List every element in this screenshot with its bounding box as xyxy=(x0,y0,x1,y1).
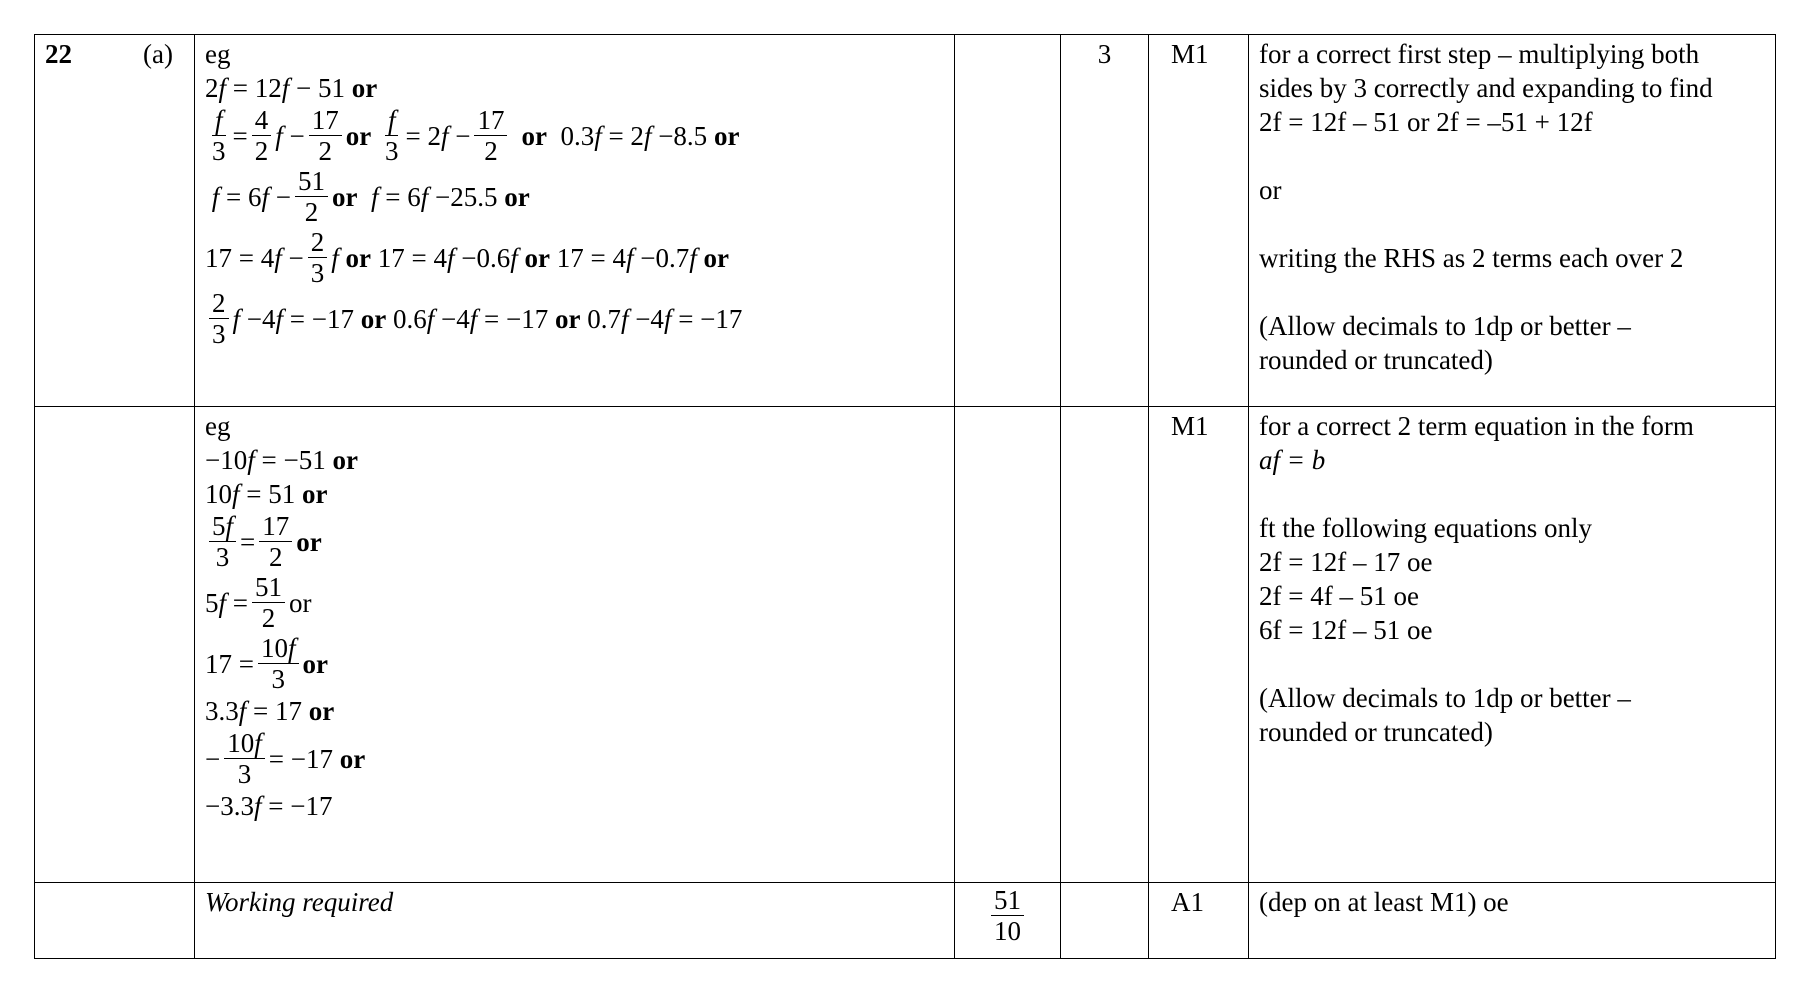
note-line: (Allow decimals to 1dp or better – xyxy=(1259,311,1631,341)
notes-cell xyxy=(1249,407,1776,883)
note-line: rounded or truncated) xyxy=(1259,717,1493,747)
marks-total-cell xyxy=(1061,35,1149,407)
working-line-5: $\frac{2}{3}$ f −4 f = −17 or 0.6 f −4 f = −17 or 0.7 f −4 f = −17 xyxy=(205,288,944,349)
working-line-2: $\frac{f}{3}$ = $\frac{4}{2}$ f − $\frac{17}{2}$ or $\frac{f}{3}$ = 2 f − $\frac{17}{2}$ or 0.3 f = 2 f −8.5 or xyxy=(212,105,740,166)
working-line-1: 2 f = 12 f − 51 or xyxy=(205,73,378,103)
note-line: ft the following equations only xyxy=(1259,513,1592,543)
working-line-8: −3.3 f = −17 xyxy=(205,791,333,821)
working-cell xyxy=(195,407,955,883)
mark-cell xyxy=(1149,35,1249,407)
question-number-cell xyxy=(35,35,195,407)
working-cell xyxy=(195,35,955,407)
table-row xyxy=(35,883,1776,959)
question-part: (a) xyxy=(143,39,173,69)
question-number-cell xyxy=(35,883,195,959)
question-number-cell xyxy=(35,407,195,883)
table-row xyxy=(35,35,1776,407)
note-line: 2f = 4f – 51 oe xyxy=(1259,581,1419,611)
mark-scheme-table xyxy=(34,34,1776,959)
note-line: 2f = 12f – 17 oe xyxy=(1259,547,1433,577)
note-line: (dep on at least M1) oe xyxy=(1259,887,1509,917)
notes-cell xyxy=(1249,883,1776,959)
eg-label: eg xyxy=(205,411,231,441)
working-line-1: −10 f = −51 or xyxy=(205,445,358,475)
working-line-4: 17 = 4 f − $\frac{2}{3}$ f or 17 = 4 f −0.6 f or 17 = 4 f −0.7 f or xyxy=(205,227,729,288)
eg-label: eg xyxy=(205,39,231,69)
working-line-4: 5 f = $\frac{51}{2}$ or xyxy=(205,572,312,633)
question-number: 22 xyxy=(45,39,72,69)
note-line: 2f = 12f – 51 or 2f = –51 + 12f xyxy=(1259,107,1593,137)
note-line: or xyxy=(1259,175,1282,205)
marks-total: 3 xyxy=(1097,39,1112,69)
working-line-3: f = 6 f − $\frac{51}{2}$ or f = 6 f −25.5 or xyxy=(211,166,530,227)
working-line-2: 10 f = 51 or xyxy=(205,479,328,509)
note-line: (Allow decimals to 1dp or better – xyxy=(1259,683,1631,713)
table-row xyxy=(35,407,1776,883)
answer-denominator: 10 xyxy=(994,916,1021,946)
mark-cell xyxy=(1149,407,1249,883)
working-required: Working required xyxy=(205,887,394,917)
answer-cell xyxy=(955,883,1061,959)
marks-total-cell xyxy=(1061,407,1149,883)
mark-code: A1 xyxy=(1171,887,1204,917)
working-line-5: 17 = $\frac{10f}{3}$ or xyxy=(205,633,328,694)
answer-cell xyxy=(955,35,1061,407)
working-cell xyxy=(195,883,955,959)
note-line: for a correct 2 term equation in the form xyxy=(1259,411,1694,441)
note-line: af = b xyxy=(1259,445,1326,475)
answer-fraction xyxy=(991,885,1024,946)
marks-total-cell xyxy=(1061,883,1149,959)
mark-code: M1 xyxy=(1171,39,1209,69)
note-line: 6f = 12f – 51 oe xyxy=(1259,615,1433,645)
answer-numerator: 51 xyxy=(991,885,1024,916)
note-line: sides by 3 correctly and expanding to find xyxy=(1259,73,1713,103)
note-line: writing the RHS as 2 terms each over 2 xyxy=(1259,243,1684,273)
mark-cell xyxy=(1149,883,1249,959)
notes-cell xyxy=(1249,35,1776,407)
working-line-7: − $\frac{10f}{3}$ = −17 or xyxy=(205,728,366,789)
mark-code: M1 xyxy=(1171,411,1209,441)
answer-cell xyxy=(955,407,1061,883)
working-line-3: $\frac{5f}{3}$ = $\frac{17}{2}$ or xyxy=(205,511,944,572)
note-line: for a correct first step – multiplying both xyxy=(1259,39,1700,69)
working-line-6: 3.3 f = 17 or xyxy=(205,696,335,726)
note-line: rounded or truncated) xyxy=(1259,345,1493,375)
